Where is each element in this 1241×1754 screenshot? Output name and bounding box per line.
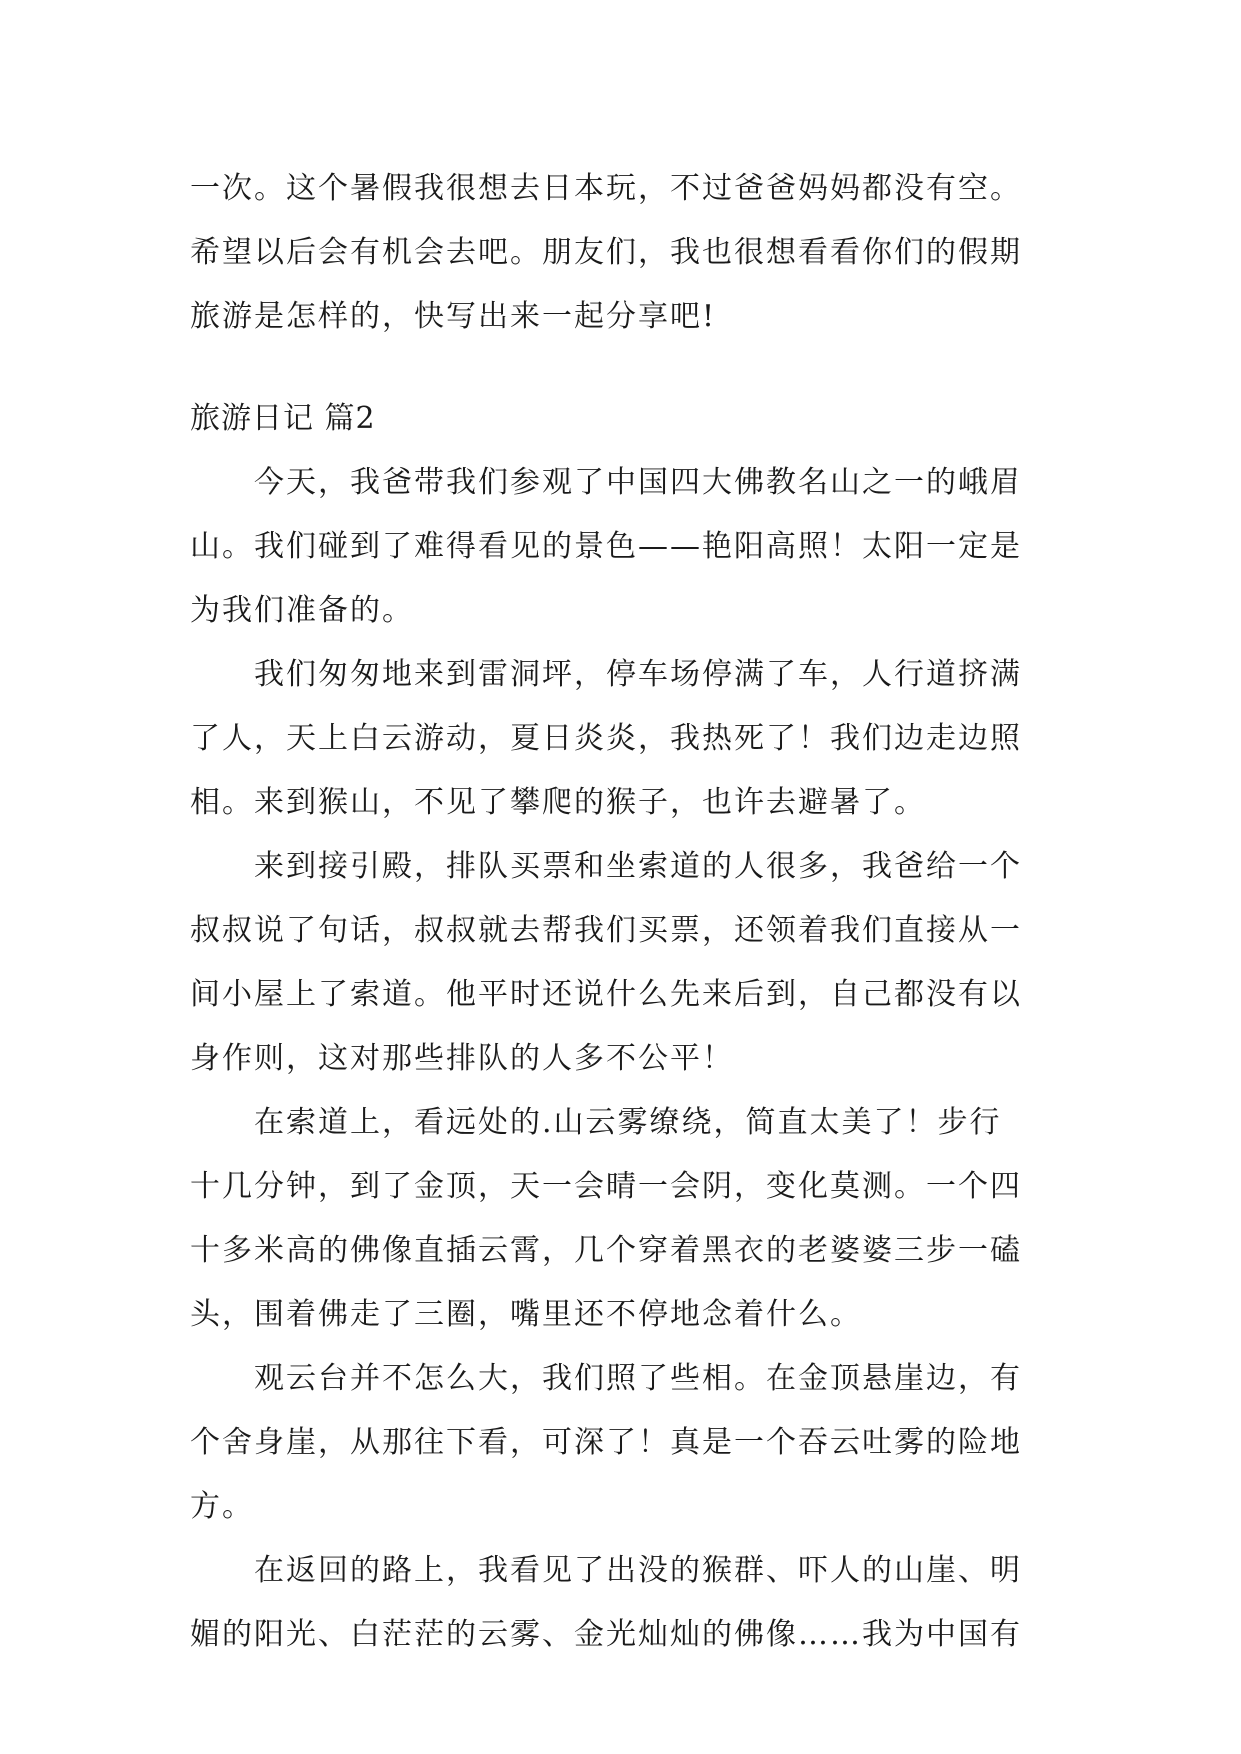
text-line: 旅游是怎样的，快写出来一起分享吧! (190, 299, 717, 334)
paragraph (190, 1091, 1070, 1347)
text-line: 一次。这个暑假我很想去日本玩，不过爸爸妈妈都没有空。 (190, 171, 1022, 206)
text-line: 了人，天上白云游动，夏日炎炎，我热死了！我们边走边照 (190, 721, 1022, 756)
article-body (190, 451, 1070, 1667)
section-heading: 旅游日记 篇2 (190, 401, 376, 436)
paragraph (190, 451, 1070, 643)
text-line: 观云台并不怎么大，我们照了些相。在金顶悬崖边，有 (254, 1361, 1022, 1396)
text-line: 间小屋上了索道。他平时还说什么先来后到，自己都没有以 (190, 977, 1022, 1012)
text-line: 我们匆匆地来到雷洞坪，停车场停满了车，人行道挤满 (254, 657, 1022, 692)
text-line: 山。我们碰到了难得看见的景色——艳阳高照！太阳一定是 (190, 529, 1022, 564)
text-line: 十几分钟，到了金顶，天一会晴一会阴，变化莫测。一个四 (190, 1169, 1022, 1204)
text-line: 为我们准备的。 (190, 593, 414, 628)
paragraph (190, 643, 1070, 835)
paragraph (190, 1539, 1070, 1667)
text-line: 相。来到猴山，不见了攀爬的猴子，也许去避暑了。 (190, 785, 926, 820)
paragraph (190, 1347, 1070, 1539)
text-line: 今天，我爸带我们参观了中国四大佛教名山之一的峨眉 (254, 465, 1022, 500)
text-line: 希望以后会有机会去吧。朋友们，我也很想看看你们的假期 (190, 235, 1022, 270)
text-line: 来到接引殿，排队买票和坐索道的人很多，我爸给一个 (254, 849, 1022, 884)
intro-paragraph (190, 157, 1070, 349)
paragraph (190, 835, 1070, 1091)
text-line: 方。 (190, 1489, 254, 1524)
text-line: 身作则，这对那些排队的人多不公平！ (190, 1041, 734, 1076)
text-line: 叔叔说了句话，叔叔就去帮我们买票，还领着我们直接从一 (190, 913, 1022, 948)
text-line: 在返回的路上，我看见了出没的猴群、吓人的山崖、明 (254, 1553, 1022, 1588)
text-line: 在索道上，看远处的.山云雾缭绕，简直太美了！步行 (254, 1105, 1002, 1140)
text-line: 十多米高的佛像直插云霄，几个穿着黑衣的老婆婆三步一磕 (190, 1233, 1022, 1268)
text-line: 媚的阳光、白茫茫的云雾、金光灿灿的佛像……我为中国有 (190, 1617, 1022, 1652)
text-line: 头，围着佛走了三圈，嘴里还不停地念着什么。 (190, 1297, 862, 1332)
text-line: 个舍身崖，从那往下看，可深了！真是一个吞云吐雾的险地 (190, 1425, 1022, 1460)
